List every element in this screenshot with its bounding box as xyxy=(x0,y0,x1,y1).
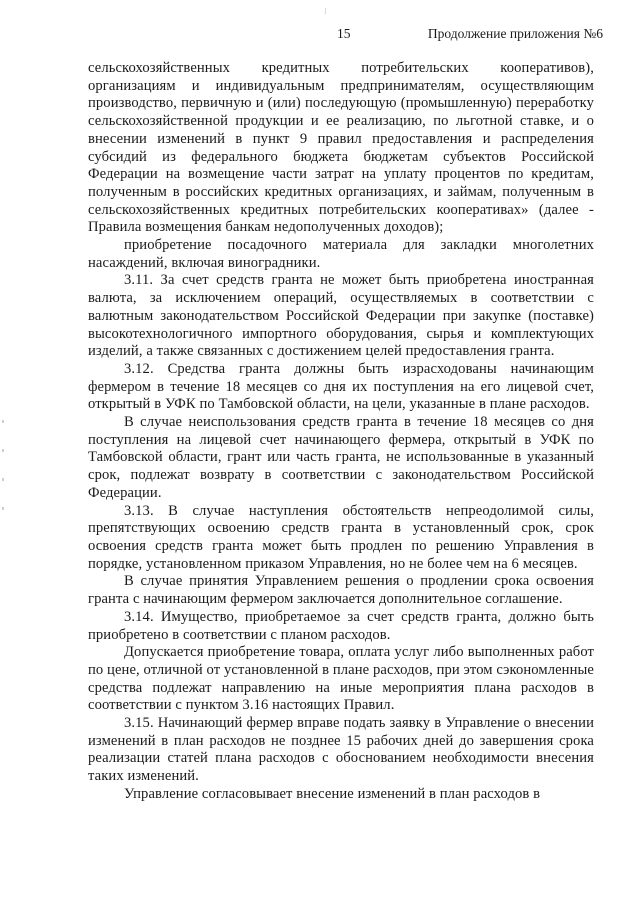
paragraph-3-12: 3.12. Средства гранта должны быть израсходованы начинающим фермером в течение 18 месяцев со дня их поступления на его лицевой счет, открытый в УФК по Тамбовской области, на цели, указанные в плане расходов. xyxy=(88,360,594,413)
paragraph-3-15: 3.15. Начинающий фермер вправе подать заявку в Управление о внесении изменений в план расходов не позднее 15 рабочих дней до завершения срока реализации статей плана расходов с обоснованием необходимости внесения таких изменений. xyxy=(88,715,594,785)
paragraph-3-11: 3.11. За счет средств гранта не может быть приобретена иностранная валюта, за исключением операций, осуществляемых в соответствии с валютным законодательством Российской Федерации при закупке (поставке) высокотехнологичного импортного оборудования, сырья и комплектующих изделий, а также связанных с достижением целей предоставления гранта. xyxy=(88,272,594,360)
paragraph-extension-agreement: В случае принятия Управлением решения о продлении срока освоения гранта с начинающим фермером заключается дополнительное соглашение. xyxy=(88,573,594,608)
paragraph-3-13: 3.13. В случае наступления обстоятельств непреодолимой силы, препятствующих освоению средств гранта в установленный срок, срок освоения средств гранта может быть продлен по решению Управления в порядке, установленном приказом Управления, но не более чем на 6 месяцев. xyxy=(88,502,594,572)
paragraph-planting-material: приобретение посадочного материала для закладки многолетних насаждений, включая виноградники. xyxy=(88,237,594,271)
margin-scan-marks xyxy=(2,420,8,540)
scan-mark xyxy=(325,8,326,14)
page-number: 15 xyxy=(337,26,351,41)
paragraph-price-deviation: Допускается приобретение товара, оплата услуг либо выполненных работ по цене, отличной от установленной в плане расходов, при этом сэкономленные средства подлежат направлению на иные мероприятия плана расходов в соответствии с пунктом 3.16 настоящих Правил. xyxy=(88,644,594,714)
paragraph-3-14: 3.14. Имущество, приобретаемое за счет средств гранта, должно быть приобретено в соответствии с планом расходов. xyxy=(88,608,594,643)
document-body xyxy=(88,60,594,804)
paragraph-continuation: сельскохозяйственных кредитных потребительских кооперативов), организациям и индивидуальным предпринимателям, осуществляющим производство, первичную и (или) последующую (промышленную) переработку сельскохозяйственной продукции и ее реализацию, по льготной ставке, и о внесении изменений в пункт 9 правил предоставления и распределения субсидий из федерального бюджета бюджетам субъектов Российской Федерации на возмещение части затрат на уплату процентов по кредитам, полученным в российских кредитных организациях, и займам, полученным в сельскохозяйственных кредитных потребительских кооперативах» (далее - Правила возмещения банкам недополученных доходов); xyxy=(88,60,594,236)
paragraph-approval: Управление согласовывает внесение изменений в план расходов в xyxy=(124,785,541,802)
page-header xyxy=(0,26,640,46)
appendix-label: Продолжение приложения №6 xyxy=(427,26,603,41)
paragraph-grant-return: В случае неиспользования средств гранта в течение 18 месяцев со дня поступления на лицевой счет начинающего фермера, открытый в УФК по Тамбовской области, грант или часть гранта, не использованные в указанный срок, подлежат возврату в соответствии с законодательством Российской Федерации. xyxy=(88,414,594,501)
